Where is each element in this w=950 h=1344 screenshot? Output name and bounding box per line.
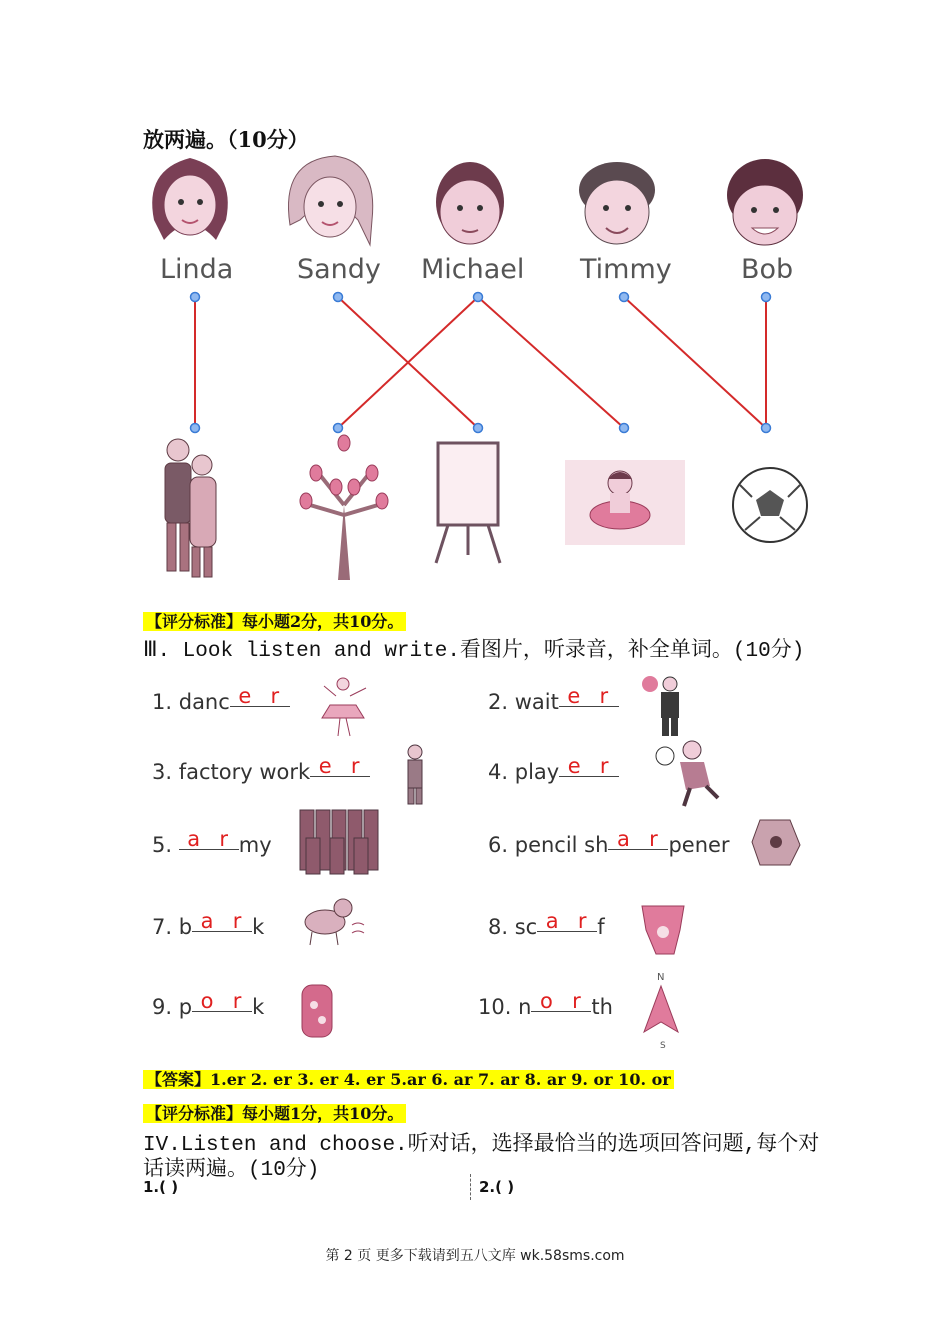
pork-image [302, 985, 332, 1037]
swimming-boy-image [565, 460, 685, 545]
match-dot [762, 424, 771, 433]
match-dot [191, 424, 200, 433]
item-4: 4. play e r [488, 760, 619, 784]
army-image [300, 810, 378, 874]
grandparents-image [165, 439, 216, 577]
question-2-label: 2.( ) [479, 1178, 515, 1196]
item-5: 5. a r my [152, 827, 272, 857]
dancer-image [322, 678, 366, 736]
name-linda: Linda [160, 254, 234, 285]
scarf-image [642, 906, 684, 954]
match-dot [334, 293, 343, 302]
item-pictures [0, 670, 950, 1050]
item-6: 6. pencil sh a r pener [488, 827, 730, 857]
section4-title-line1: IV.Listen and choose.听对话，选择最恰当的选项回答问题,每个对 [143, 1134, 820, 1157]
section3-scoring: 【评分标准】每小题1分，共10分。 [143, 1101, 406, 1124]
name-timmy: Timmy [580, 254, 672, 285]
section3-answer: 【答案】1.er 2. er 3. er 4. er 5.ar 6. ar 7. ar 8. ar 9. or 10. or [143, 1067, 674, 1090]
name-bob: Bob [741, 254, 794, 285]
north-compass-image [644, 972, 678, 1051]
item-3: 3. factory work e r [152, 760, 370, 784]
match-dot [334, 424, 343, 433]
item-10: 10. n o r th [478, 989, 613, 1019]
factory-worker-image [408, 745, 422, 804]
match-dot [620, 293, 629, 302]
name-sandy: Sandy [297, 254, 381, 285]
pear-tree-image [300, 435, 388, 580]
name-michael: Michael [421, 254, 525, 285]
match-pictures [140, 435, 820, 585]
page-footer: 第 2 页 更多下载请到五八文库 wk.58sms.com [325, 1248, 625, 1264]
match-dot [474, 293, 483, 302]
football-player-image [656, 741, 718, 806]
match-line-michael-b [478, 297, 624, 428]
item-8: 8. sc a r f [488, 909, 605, 939]
football-image [733, 468, 807, 542]
section3-title: Ⅲ. Look listen and write.看图片，听录音，补全单词。(10分) [143, 640, 805, 663]
section2-scoring: 【评分标准】每小题2分，共10分。 [143, 609, 406, 632]
waiter-image [642, 676, 679, 736]
item-1: 1. danc e r [152, 690, 290, 714]
item-7: 7. b a r k [152, 909, 265, 939]
match-dot [762, 293, 771, 302]
svg-text:N: N [657, 972, 665, 983]
column-divider [470, 1174, 471, 1200]
matching-lines [0, 0, 950, 460]
question-1-label: 1.( ) [143, 1178, 179, 1196]
easel-image [436, 443, 500, 563]
match-line-timmy [624, 297, 766, 428]
item-2: 2. wait e r [488, 690, 619, 714]
match-dot [620, 424, 629, 433]
item-9: 9. p o r k [152, 989, 265, 1019]
section4-title-line2: 话读两遍。(10分) [143, 1159, 320, 1182]
dog-barking-image [305, 899, 364, 945]
svg-text:S: S [660, 1041, 666, 1051]
match-dot [191, 293, 200, 302]
section2-tail-text: 放两遍。（10分） [143, 127, 309, 152]
match-dot [474, 424, 483, 433]
pencil-sharpener-image [752, 820, 800, 865]
